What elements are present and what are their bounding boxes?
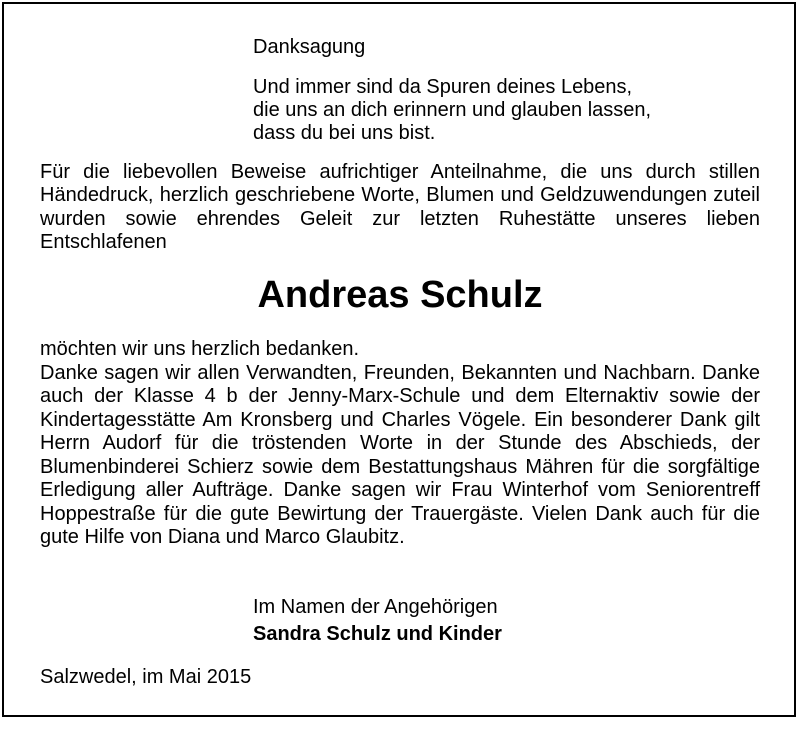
poem-line: dass du bei uns bist. xyxy=(253,122,436,144)
signature: Sandra Schulz und Kinder xyxy=(253,623,502,645)
thanks-paragraph: Danke sagen wir allen Verwandten, Freunden, Bekannten und Nachbarn. Danke auch der Klasse 4 b der Jenny-Marx-Schule und dem Elternaktiv sowie der Kindertagesstätte Am Kronsberg und Charles Vögele. Ein besonderer Dank gilt Herrn Audorf für die tröstenden Worte in der Stunde des Abschieds, der Blumenbinderei Schierz sowie dem Bestattungshaus Mähren für die sorgfältige Erledigung aller Aufträge. Danke sagen wir Frau Winterhof vom Seniorentreff Hoppestraße für die gute Bewirtung der Trauergäste. Vielen Dank auch für die gute Hilfe von Diana und Marco Glaubitz. xyxy=(40,361,760,549)
thanks-opening-line: möchten wir uns herzlich bedanken. xyxy=(40,338,360,360)
thanks-body xyxy=(40,338,760,550)
poem-line: Und immer sind da Spuren deines Lebens, xyxy=(253,76,633,98)
poem xyxy=(253,76,651,145)
notice-heading: Danksagung xyxy=(253,36,366,58)
closing-line: Im Namen der Angehörigen xyxy=(253,596,498,618)
place-date: Salzwedel, im Mai 2015 xyxy=(40,666,252,688)
poem-line: die uns an dich erinnern und glauben lassen, xyxy=(253,99,652,121)
deceased-name: Andreas Schulz xyxy=(257,274,543,316)
intro-paragraph: Für die liebevollen Beweise aufrichtiger Anteilnahme, die uns durch stillen Händedruck, herzlich geschriebene Worte, Blumen und Geldzuwendungen zuteil wurden sowie ehrendes Geleit zur letzten Ruhestätte unseres lieben Entschlafenen xyxy=(40,161,760,253)
